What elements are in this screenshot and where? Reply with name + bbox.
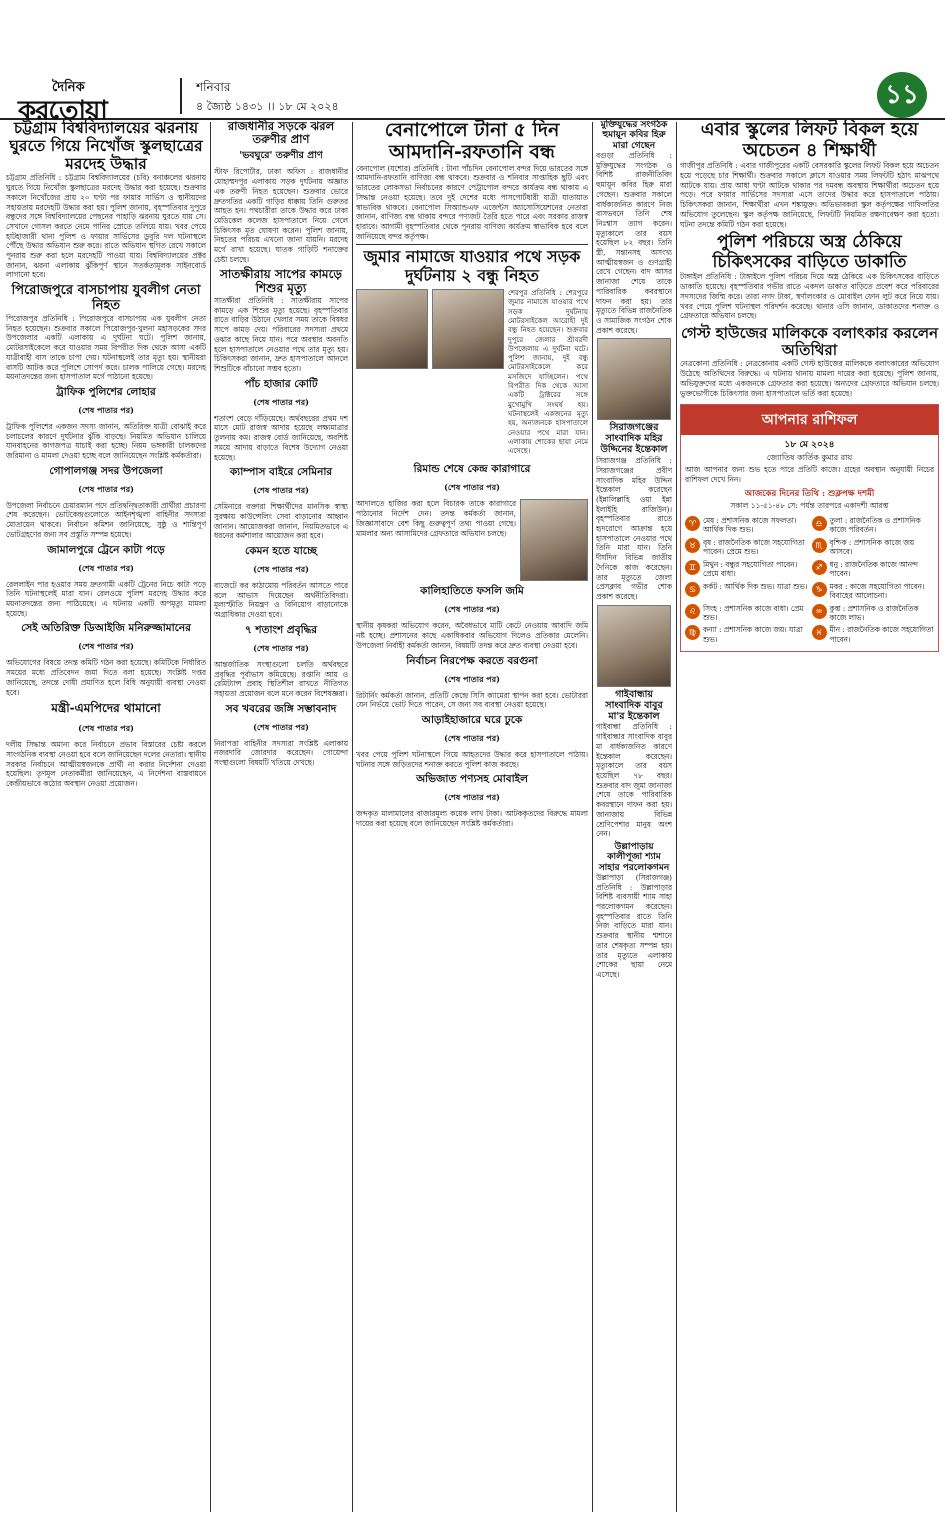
headline-traffic: ট্রাফিক পুলিশের লোহার bbox=[56, 385, 156, 398]
article-body: আদালতে হাজির করা হলে বিচারক তাকে কারাগারে পাঠানোর নির্দেশ দেন। তদন্ত কর্মকর্তা জানান, জিজ্ঞাসাবাদে বেশ কিছু গুরুত্বপূর্ণ তথ্য পাওয়া গেছে। মামলার অন্য আসামিদের গ্রেফতারে অভিযান চলছে। bbox=[356, 499, 516, 538]
zodiac-text: মকর : কাজে সহযোগিতা পাবেন। বিবাহের আলোচনা। bbox=[829, 581, 925, 601]
article-body: আন্তর্জাতিক সংস্থাগুলো চলতি অর্থবছরে প্রবৃদ্ধির পূর্বাভাস কমিয়েছে। রপ্তানি আয় ও রেমিট্যান্স প্রবাহ স্থিতিশীল রাখতে নীতিগত সহায়তা প্রয়োজন বলে মনে করেন বিশেষজ্ঞরা। bbox=[214, 659, 348, 698]
header-day: শনিবার bbox=[196, 80, 231, 94]
zodiac-icon: ♎ bbox=[812, 516, 827, 531]
zodiac-icon: ♒ bbox=[812, 604, 827, 619]
headline-obituary-shyam: উল্লাপাড়ায় কালীপূজা শ্যাম সাহার পরলোকগমন bbox=[598, 841, 670, 873]
column-rule bbox=[592, 122, 593, 1512]
headline-araihazar: আড়াইহাজারে ঘরে ঢুকে bbox=[421, 713, 523, 726]
headline-budget: কেমন হতে যাচ্ছে bbox=[245, 545, 317, 558]
newspaper-logo: করতোয়া bbox=[18, 96, 107, 126]
column-1 bbox=[6, 120, 206, 1512]
column-rule bbox=[676, 122, 677, 1512]
zodiac-icon: ♑ bbox=[812, 582, 827, 597]
accused-photo bbox=[520, 499, 588, 581]
subheadline: 'ভবঘুরে' তরুণীর প্রাণ bbox=[239, 150, 323, 162]
horoscope-title: আপনার রাশিফল bbox=[681, 405, 938, 435]
headline-seminar: ক্যাম্পাস বাইরে সেমিনার bbox=[229, 466, 333, 479]
horoscope-date: ১৮ মে ২০২৪ bbox=[784, 440, 835, 451]
article-body: পিরোজপুর প্রতিনিধি : পিরোজপুরে বাসচাপায় এক যুবলীগ নেতা নিহত হয়েছেন। শুক্রবার সকালে পিরোজপুর-খুলনা মহাসড়কের সদর উপজেলার একটি এলাকায় এ দুর্ঘটনা ঘটে। পুলিশ জানায়, মোটরসাইকেলে করে যাওয়ার সময় বিপরীত দিক থেকে আসা একটি যাত্রীবাহী বাস তাকে চাপা দেয়। ঘটনাস্থলেই তার মৃত্যু হয়। স্থানীয়রা বাসটি আটক করে পুলিশে সোপর্দ করে। চালক পালিয়ে গেছে। মরদেহ ময়নাতদন্তের জন্য হাসপাতাল মর্গে পাঠানো হয়েছে। bbox=[6, 314, 206, 382]
obituary-photo bbox=[597, 605, 671, 687]
headline-satkhira: সাতক্ষীরায় সাপের কামড়ে শিশুর মৃত্যু bbox=[220, 267, 342, 296]
zodiac-text: বৃষ : রাজনৈতিক কাজে সহযোগিতা পাবেন। প্রেমে শুভ। bbox=[703, 537, 805, 557]
article-body: জব্দকৃত মালামালের বাজারমূল্য কয়েক লাখ টাকা। আটককৃতদের বিরুদ্ধে মামলা দায়ের করা হয়েছে বলে জানিয়েছেন সংশ্লিষ্ট কর্মকর্তারা। bbox=[356, 809, 588, 829]
continued-label: (শেষ পাতার পর) bbox=[253, 485, 309, 496]
zodiac-entry bbox=[685, 625, 808, 644]
headline-ministers: মন্ত্রী-এমপিদের থামানো bbox=[51, 701, 161, 716]
continued-label: (শেষ পাতার পর) bbox=[78, 483, 134, 494]
zodiac-entry bbox=[812, 560, 935, 579]
zodiac-text: মীন : রাজনৈতিক কাজে সহযোগিতা পাবেন। bbox=[829, 625, 934, 644]
masthead bbox=[0, 0, 945, 120]
zodiac-icon: ♏ bbox=[812, 538, 827, 553]
article-body: সিরাজগঞ্জ প্রতিনিধি : সিরাজগঞ্জের প্রবীণ সাংবাদিক মহির উদ্দিন ইন্তেকাল করেছেন (ইন্নালিল্লাহি ওয়া ইন্না ইলাইহি রাজিউন)। বৃহস্পতিবার রাতে হৃদরোগে আক্রান্ত হয়ে হাসপাতালে নেওয়ার পথে তিনি মারা যান। তিনি দীর্ঘদিন বিভিন্ন জাতীয় দৈনিকে কাজ করেছেন। তার মৃত্যুতে জেলা প্রেসক্লাব গভীর শোক প্রকাশ করেছে। bbox=[596, 456, 672, 601]
zodiac-entry bbox=[685, 516, 808, 535]
headline-benapole: বেনাপোলে টানা ৫ দিন আমদানি-রফতানি বন্ধ bbox=[384, 120, 560, 163]
zodiac-icon: ♌ bbox=[685, 604, 700, 619]
zodiac-entry bbox=[812, 538, 935, 557]
headline-security: সব খবরের জঙ্গি সম্ভাবনাদ bbox=[225, 702, 337, 715]
headline-dhaka-road: রাজধানীর সড়কে ঝরল তরুণীর প্রাণ bbox=[227, 120, 335, 147]
headline-remand: রিমান্ড শেষে কেন্দ্র কারাগারে bbox=[413, 463, 531, 476]
page-number: ১১ bbox=[877, 72, 927, 118]
zodiac-grid bbox=[681, 516, 938, 652]
headline-barguna: নির্বাচন নিরপেক্ষ করতে বরগুনা bbox=[406, 654, 538, 667]
zodiac-entry bbox=[685, 560, 808, 579]
zodiac-text: তুলা : রাজনৈতিক ও প্রশাসনিক কাজে পরিবর্তন। bbox=[829, 515, 921, 535]
continued-label: (শেষ পাতার পর) bbox=[444, 604, 500, 615]
article-body: গাজীপুর প্রতিনিধি : এবার গাজীপুরের একটি বেসরকারি স্কুলের লিফট বিকল হয়ে অচেতন হয়ে পড়েছে চার শিক্ষার্থী। শুক্রবার সকালে ক্লাসে যাওয়ার সময় লিফটটি হঠাৎ মাঝপথে আটকে যায়। প্রায় আধা ঘণ্টা আটকে থাকার পর দমবন্ধ অবস্থায় শিক্ষার্থীরা অচেতন হয়ে পড়ে। পরে ফায়ার সার্ভিসের সদস্যরা এসে তাদের উদ্ধার করে হাসপাতালে পাঠায়। চিকিৎসকরা জানান, শিক্ষার্থীরা এখন শঙ্কামুক্ত। অভিভাবকরা স্কুল কর্তৃপক্ষের গাফিলতির অভিযোগ তুলেছেন। স্কুল কর্তৃপক্ষ জানিয়েছে, লিফটটি নিয়মিত রক্ষণাবেক্ষণ করা হতো। ঘটনা তদন্তে কমিটি গঠন করা হয়েছে। bbox=[680, 161, 939, 229]
article-body: চট্টগ্রাম প্রতিনিধি : চট্টগ্রাম বিশ্ববিদ্যালয়ের (চবি) বনাঞ্চলের ঝরনায় ঘুরতে গিয়ে নিখোঁজ স্কুলছাত্রের মরদেহ উদ্ধার করা হয়েছে। শুক্রবার সকালে নিখোঁজের প্রায় ২০ ঘণ্টা পর ফায়ার সার্ভিস ও স্থানীয়দের সহায়তায় মরদেহটি উদ্ধার করা হয়। পুলিশ জানায়, বৃহস্পতিবার দুপুরে বন্ধুদের সঙ্গে বিশ্ববিদ্যালয়ের পেছনের পাহাড়ি ঝরনায় ঘুরতে যায় সে। সেখানে গোসল করতে নেমে পানির স্রোতে তলিয়ে যায়। খবর পেয়ে হাটহাজারী থানা পুলিশ ও ফায়ার সার্ভিসের ডুবুরি দল ঘটনাস্থলে পৌঁছে উদ্ধার অভিযান শুরু করে। রাতে অভিযান স্থগিত রেখে সকালে পুনরায় শুরু করা হলে মরদেহটি পাওয়া যায়। বিশ্ববিদ্যালয়ের প্রক্টর জানান, ঝরনা এলাকায় ঝুঁকিপূর্ণ স্থানে সতর্কতামূলক সাইনবোর্ড লাগানো হবে। bbox=[6, 173, 206, 280]
zodiac-entry bbox=[812, 516, 935, 535]
header-divider bbox=[180, 78, 182, 114]
article-body: বগুড়া প্রতিনিধি : মুক্তিযুদ্ধের সংগঠক ও বিশিষ্ট রাজনীতিবিদ হুমায়ূন কবির হিরু মারা গেছেন। শুক্রবার সকালে বার্ধক্যজনিত কারণে নিজ বাসভবনে তিনি শেষ নিঃশ্বাস ত্যাগ করেন। মৃত্যুকালে তার বয়স হয়েছিল ৮২ বছর। তিনি স্ত্রী, সন্তানসহ অসংখ্য আত্মীয়স্বজন ও গুণগ্রাহী রেখে গেছেন। বাদ আসর জানাজা শেষে তাকে পারিবারিক কবরস্থানে দাফন করা হয়। তার মৃত্যুতে বিভিন্ন রাজনৈতিক ও সামাজিক সংগঠন শোক প্রকাশ করেছে। bbox=[596, 151, 672, 335]
obituary-photo bbox=[597, 338, 671, 420]
headline-kalihati: কালিহাতিতে ফসলি জমি bbox=[420, 585, 524, 598]
continued-label: (শেষ পাতার পর) bbox=[444, 732, 500, 743]
zodiac-entry bbox=[812, 604, 935, 623]
headline-obituary-babu-mother: গাইবান্ধায় সাংবাদিক বাবুর মা'র ইন্তেকাল bbox=[605, 688, 663, 722]
article-body: রেললাইন পার হওয়ার সময় দ্রুতগামী একটি ট্রেনের নিচে কাটা পড়ে তিনি ঘটনাস্থলেই মারা যান। রেলওয়ে পুলিশ মরদেহ উদ্ধার করে ময়নাতদন্তের জন্য পাঠিয়েছে। এ ঘটনায় একটি অপমৃত্যু মামলা হয়েছে। bbox=[6, 579, 206, 618]
headline-pirojpur: পিরোজপুরে বাসচাপায় যুবলীগ নেতা নিহত bbox=[11, 283, 201, 314]
zodiac-text: কর্কট : আর্থিক দিক শুভ। যাত্রা শুভ। bbox=[703, 581, 808, 591]
article-body: সাতক্ষীরা প্রতিনিধি : সাতক্ষীরায় সাপের কামড়ে এক শিশুর মৃত্যু হয়েছে। বৃহস্পতিবার রাতে বাড়ির উঠানে খেলার সময় তাকে বিষধর সাপে কামড় দেয়। পরিবারের সদস্যরা প্রথমে ওঝার কাছে নিয়ে যান। পরে অবস্থার অবনতি হলে হাসপাতালে নেওয়ার পথে তার মৃত্যু হয়। চিকিৎসকরা জানান, দ্রুত হাসপাতালে আনলে শিশুটিকে বাঁচানো সম্ভব হতো। bbox=[214, 296, 348, 373]
zodiac-entry bbox=[685, 538, 808, 557]
headline-jamalpur: জামালপুরে ট্রেনে কাটা পড়ে bbox=[47, 543, 165, 556]
continued-label: (শেষ পাতার পর) bbox=[444, 482, 500, 493]
article-body: নিরাপত্তা বাহিনীর সদস্যরা সংশ্লিষ্ট এলাকায় নজরদারি জোরদার করেছেন। গোয়েন্দা সংস্থাগুলো বিষয়টি খতিয়ে দেখছে। bbox=[214, 738, 348, 768]
headline-chittagong: চট্টগ্রাম বিশ্ববিদ্যালয়ের ঝরনায় ঘুরতে গিয়ে নিখোঁজ স্কুলছাত্রের মরদেহ উদ্ধার bbox=[9, 120, 203, 173]
article-body: স্থানীয় কৃষকরা অভিযোগ করেন, অবৈধভাবে মাটি কেটে নেওয়ায় আবাদি জমি নষ্ট হচ্ছে। প্রশাসনের কাছে একাধিকবার অভিযোগ দিলেও প্রতিকার মেলেনি। উপজেলা নির্বাহী কর্মকর্তা জানান, বিষয়টি তদন্ত করে দ্রুত ব্যবস্থা নেওয়া হবে। bbox=[356, 621, 588, 650]
continued-label: (শেষ পাতার পর) bbox=[253, 396, 309, 407]
victim-photo bbox=[432, 289, 504, 369]
tithi-time: সকাল ১১-৫১-৪৮ সে: পর্যন্ত তারপরে একাদশী আরম্ভ bbox=[730, 500, 889, 510]
zodiac-icon: ♐ bbox=[812, 560, 827, 575]
zodiac-text: মেষ : প্রশাসনিক কাজে সফলতা। আর্থিক দিক শুভ। bbox=[703, 515, 797, 535]
article-body: খবর পেয়ে পুলিশ ঘটনাস্থলে গিয়ে আহতদের উদ্ধার করে হাসপাতালে পাঠায়। ঘটনার সঙ্গে জড়িতদের শনাক্ত করতে পুলিশ কাজ করছে। bbox=[356, 749, 588, 769]
article-body: শতাংশ বেড়ে দাঁড়িয়েছে। অর্থবছরের প্রথম দশ মাসে মোট রাজস্ব আদায় হয়েছে লক্ষ্যমাত্রার তুলনায় কম। রাজস্ব বোর্ড জানিয়েছে, অবশিষ্ট সময়ে আদায় বাড়াতে বিশেষ উদ্যোগ নেওয়া হয়েছে। bbox=[214, 413, 348, 462]
headline-lift: এবার স্কুলের লিফট বিকল হয়ে অচেতন ৪ শিক্ষার্থী bbox=[700, 120, 919, 161]
zodiac-icon: ♋ bbox=[685, 582, 700, 597]
header-date: ৪ জ্যৈষ্ঠ ১৪৩১ ।। ১৮ মে ২০২৪ bbox=[196, 100, 339, 113]
zodiac-text: কন্যা : প্রশাসনিক কাজে জয়। যাত্রা শুভ। bbox=[703, 625, 803, 644]
article-body: শেরপুর প্রতিনিধি : শেরপুরে জুমার নামাজে যাওয়ার পথে সড়ক দুর্ঘটনায় মোটরসাইকেল আরোহী দুই বন্ধু নিহত হয়েছেন। শুক্রবার দুপুরে জেলার শ্রীবরদী উপজেলায় এ দুর্ঘটনা ঘটে। পুলিশ জানায়, দুই বন্ধু মোটরসাইকেলে করে মসজিদে যাচ্ছিলেন। পথে বিপরীত দিক থেকে আসা একটি ট্রাক্টরের সঙ্গে মুখোমুখি সংঘর্ষ হয়। ঘটনাস্থলেই একজনের মৃত্যু হয়, অন্যজনকে হাসপাতালে নেওয়ার পথে মারা যান। এলাকায় শোকের ছায়া নেমে এসেছে। bbox=[508, 289, 588, 456]
zodiac-icon: ♉ bbox=[685, 538, 700, 553]
article-body: অভিযোগের বিষয়ে তদন্ত কমিটি গঠন করা হয়েছে। কমিটিকে নির্ধারিত সময়ের মধ্যে প্রতিবেদন জমা দিতে বলা হয়েছে। সংশ্লিষ্ট দপ্তর জানিয়েছে, তদন্তে দোষী প্রমাণিত হলে বিধি অনুযায়ী ব্যবস্থা নেওয়া হবে। bbox=[6, 658, 206, 697]
zodiac-text: বৃশ্চিক : প্রশাসনিক কাজে জয় আসবে। bbox=[829, 537, 915, 557]
headline-dig: সেই অতিরিক্ত ডিআইজি মনিরুজ্জামানের bbox=[21, 622, 191, 635]
article-body: সেমিনারে বক্তারা শিক্ষার্থীদের মানসিক স্বাস্থ্য সুরক্ষায় কাউন্সেলিং সেবা বাড়ানোর আহ্বান জানান। আয়োজকরা জানান, নিয়মিতভাবে এ ধরনের কর্মশালার আয়োজন করা হবে। bbox=[214, 502, 348, 541]
column-rule bbox=[210, 122, 211, 1512]
continued-label: (শেষ পাতার পর) bbox=[444, 792, 500, 803]
zodiac-entry bbox=[685, 582, 808, 601]
zodiac-icon: ♈ bbox=[685, 516, 700, 531]
column-center bbox=[356, 120, 588, 1512]
zodiac-text: ধনু : রাজনৈতিক কাজে আনন্দ পাবেন। bbox=[829, 559, 918, 579]
headline-gopalganj: গোপালগঞ্জ সদর উপজেলা bbox=[49, 464, 163, 477]
headline-robbery: পুলিশ পরিচয়ে অস্ত্র ঠেকিয়ে চিকিৎসকের বাড়িতে ডাকাতি bbox=[712, 232, 907, 272]
column-right bbox=[680, 120, 939, 1512]
article-body: উল্লাপাড়া (সিরাজগঞ্জ) প্রতিনিধি : উল্লাপাড়ার বিশিষ্ট ব্যবসায়ী শ্যাম সাহা পরলোকগমন করেছেন। বৃহস্পতিবার রাতে তিনি নিজ বাড়িতে মারা যান। শুক্রবার স্থানীয় শ্মশানে তার শেষকৃত্য সম্পন্ন হয়। তার মৃত্যুতে এলাকায় শোকের ছায়া নেমে এসেছে। bbox=[596, 872, 672, 979]
article-body: টাঙ্গাইল প্রতিনিধি : টাঙ্গাইলে পুলিশ পরিচয় দিয়ে অস্ত্র ঠেকিয়ে এক চিকিৎসকের বাড়িতে ডাকাতি হয়েছে। বৃহস্পতিবার গভীর রাতে একদল ডাকাত বাড়িতে প্রবেশ করে পরিবারের সদস্যদের জিম্মি করে। তারা নগদ টাকা, স্বর্ণালংকার ও মোবাইল ফোন লুট করে নিয়ে যায়। খবর পেয়ে পুলিশ ঘটনাস্থল পরিদর্শন করেছে। থানার ওসি জানান, ডাকাতদের শনাক্ত ও গ্রেফতারে অভিযান চলছে। bbox=[680, 272, 939, 321]
section-divider bbox=[356, 244, 588, 245]
zodiac-text: কুম্ভ : প্রশাসনিক ও রাজনৈতিক কাজে লাভ। bbox=[829, 603, 919, 622]
continued-label: (শেষ পাতার পর) bbox=[78, 723, 134, 734]
continued-label: (শেষ পাতার পর) bbox=[253, 564, 309, 575]
horoscope-intro: আজ আপনার জন্য শুভ হতে পারে প্রতিটি কাজে। গ্রহের অবস্থান অনুযায়ী নিচের রাশিফল দেখে নিন। bbox=[685, 465, 934, 484]
zodiac-entry bbox=[812, 582, 935, 601]
continued-label: (শেষ পাতার পর) bbox=[78, 404, 134, 415]
continued-label: (শেষ পাতার পর) bbox=[444, 673, 500, 684]
zodiac-icon: ♊ bbox=[685, 560, 700, 575]
zodiac-entry bbox=[812, 625, 935, 644]
victim-photo bbox=[356, 289, 428, 369]
headline-growth: ৭ শতাংশ প্রবৃদ্ধির bbox=[244, 623, 318, 636]
headline-sherpur: জুমার নামাজে যাওয়ার পথে সড়ক দুর্ঘটনায় ২ বন্ধু নিহত bbox=[363, 247, 581, 285]
article-body: উপজেলা নির্বাচনে চেয়ারম্যান পদে প্রতিদ্বন্দ্বিতাকারী প্রার্থীরা প্রচারণা শেষ করেছেন। ভোটকেন্দ্রগুলোতে আইনশৃঙ্খলা বাহিনীর সদস্যরা মোতায়েন থাকবে। নির্বাচন কমিশন জানিয়েছে, সুষ্ঠু ও শান্তিপূর্ণ ভোটগ্রহণের জন্য সব প্রস্তুতি সম্পন্ন হয়েছে। bbox=[6, 500, 206, 539]
zodiac-icon: ♓ bbox=[812, 625, 827, 640]
headline-five-thousand: পাঁচ হাজার কোটি bbox=[244, 377, 318, 390]
tithi: আজকের দিনের তিথি : শুক্লপক্ষ দশমী bbox=[744, 488, 875, 499]
article-body: নেত্রকোনা প্রতিনিধি : নেত্রকোনায় একটি গেস্ট হাউজের মালিককে বলাৎকারের অভিযোগ উঠেছে অতিথিদের বিরুদ্ধে। এ ঘটনায় থানায় মামলা দায়ের করা হয়েছে। পুলিশ জানায়, অভিযুক্তদের মধ্যে একজনকে গ্রেফতার করা হয়েছে। অন্যদের গ্রেফতারে অভিযান চলছে। ভুক্তভোগীকে চিকিৎসার জন্য হাসপাতালে ভর্তি করা হয়েছে। bbox=[680, 359, 939, 398]
continued-label: (শেষ পাতার পর) bbox=[253, 642, 309, 653]
zodiac-icon: ♍ bbox=[685, 625, 700, 640]
column-4 bbox=[596, 120, 672, 1512]
article-body: গাইবান্ধা প্রতিনিধি : গাইবান্ধার সাংবাদিক বাবুর মা বার্ধক্যজনিত কারণে ইন্তেকাল করেছেন। মৃত্যুকালে তার বয়স হয়েছিল ৭৮ বছর। শুক্রবার বাদ জুমা জানাজা শেষে তাকে পারিবারিক কবরস্থানে দাফন করা হয়। জানাজায় বিভিন্ন শ্রেণিপেশার মানুষ অংশ নেন। bbox=[596, 722, 672, 839]
article-body: স্টাফ রিপোর্টার, ঢাকা অফিস : রাজধানীর মোহাম্মদপুর এলাকায় সড়ক দুর্ঘটনায় অজ্ঞাত এক তরুণী নিহত হয়েছেন। শুক্রবার ভোরে দ্রুতগতির একটি গাড়ির ধাক্কায় তিনি গুরুতর আহত হন। পথচারীরা তাকে উদ্ধার করে ঢাকা মেডিকেল কলেজ হাসপাতালে নিয়ে গেলে চিকিৎসক মৃত ঘোষণা করেন। পুলিশ জানায়, নিহতের পরিচয় এখনো জানা যায়নি। মরদেহ মর্গে রাখা হয়েছে। ঘাতক গাড়িটি শনাক্তের চেষ্টা চলছে। bbox=[214, 167, 348, 264]
article-body: রিটার্নিং কর্মকর্তা জানান, প্রতিটি কেন্দ্রে সিসি ক্যামেরা স্থাপন করা হবে। ভোটাররা যেন নির্ভয়ে ভোট দিতে পারেন, সে জন্য সব ব্যবস্থা নেওয়া হয়েছে। bbox=[356, 690, 588, 710]
continued-label: (শেষ পাতার পর) bbox=[78, 641, 134, 652]
continued-label: (শেষ পাতার পর) bbox=[253, 721, 309, 732]
headline-mobile: অভিজাত পণ্যসহ মোবাইল bbox=[416, 773, 528, 786]
astrologer-name: জ্যোতিষ কার্তিক কুমার রায় bbox=[766, 453, 853, 463]
horoscope-box bbox=[680, 404, 939, 652]
headline-guesthouse: গেস্ট হাউজের মালিককে বলাৎকার করলেন অতিথিরা bbox=[680, 323, 939, 360]
headline-obituary-mohir: সিরাজগঞ্জের সাংবাদিক মহির উদ্দিনের ইন্তেকাল bbox=[600, 422, 668, 456]
article-body: ট্রাফিক পুলিশের একজন সদস্য জানান, অতিরিক্ত যাত্রী বোঝাই করে চলাচলের কারণে দুর্ঘটনার ঝুঁকি বাড়ছে। নিয়মিত অভিযান চালিয়ে যানবাহনের কাগজপত্র যাচাই করা হচ্ছে। নিয়ম ভঙ্গকারী চালকদের জরিমানা ও মামলা দেওয়া হচ্ছে বলে জানিয়েছেন সংশ্লিষ্ট কর্মকর্তারা। bbox=[6, 421, 206, 461]
column-rule bbox=[352, 122, 353, 1512]
article-body: দলীয় সিদ্ধান্ত অমান্য করে নির্বাচনে প্রভাব বিস্তারের চেষ্টা করলে সাংগঠনিক ব্যবস্থা নেওয়া হবে বলে জানিয়েছেন দলের নেতারা। স্থানীয় সরকার নির্বাচনে আত্মীয়স্বজনকে প্রার্থী না করার নির্দেশনা দেওয়া হয়েছিল। তৃণমূল নেতাকর্মীরা জানিয়েছেন, এ নির্দেশনা বাস্তবায়নে কেন্দ্রীয়ভাবে কঠোর অবস্থান নেওয়া প্রয়োজন। bbox=[6, 740, 206, 789]
zodiac-text: মিথুন : বন্ধুর সহযোগিতা পাবেন। প্রেমে বাধা। bbox=[703, 559, 798, 579]
article-body: বেনাপোল (যশোর) প্রতিনিধি : টানা পাঁচদিন বেনাপোল বন্দর দিয়ে ভারতের সঙ্গে আমদানি-রফতানি বাণিজ্য বন্ধ থাকবে। শুক্রবার ও শনিবার সাপ্তাহিক ছুটি এবং ভারতের লোকসভা নির্বাচনের কারণে পেট্রাপোল বন্দরে কার্যক্রম বন্ধ থাকায় এ সিদ্ধান্ত নেওয়া হয়েছে। তবে দুই দেশের মধ্যে পাসপোর্টধারী যাত্রী যাতায়াত স্বাভাবিক থাকবে। বেনাপোল সিঅ্যান্ডএফ এজেন্টস অ্যাসোসিয়েশনের নেতারা জানান, বাণিজ্য বন্ধ থাকায় বন্দরে পণ্যজট তৈরি হতে পারে এবং সরকার রাজস্ব হারাবে। আগামী বৃহস্পতিবার থেকে পুনরায় বাণিজ্য কার্যক্রম স্বাভাবিক হবে বলে জানিয়েছে বন্দর কর্তৃপক্ষ। bbox=[356, 163, 588, 241]
zodiac-entry bbox=[685, 604, 808, 623]
headline-obituary-hiru: মুক্তিযুদ্ধের সংগঠক হুমায়ূন কবির হিরু মারা গেছেন bbox=[600, 120, 668, 151]
continued-label: (শেষ পাতার পর) bbox=[78, 562, 134, 573]
logo-small-text: দৈনিক bbox=[52, 80, 85, 95]
zodiac-text: সিংহ : প্রশাসনিক কাজে বাধা। প্রেম শুভ। bbox=[703, 603, 804, 622]
column-2 bbox=[214, 120, 348, 1512]
article-body: বাজেটে কর কাঠামোয় পরিবর্তন আসতে পারে বলে আভাস দিয়েছেন অর্থনীতিবিদরা। মূল্যস্ফীতি নিয়ন্ত্রণ ও বিনিয়োগ বাড়ানোকে অগ্রাধিকার দেওয়া হবে। bbox=[214, 581, 348, 620]
